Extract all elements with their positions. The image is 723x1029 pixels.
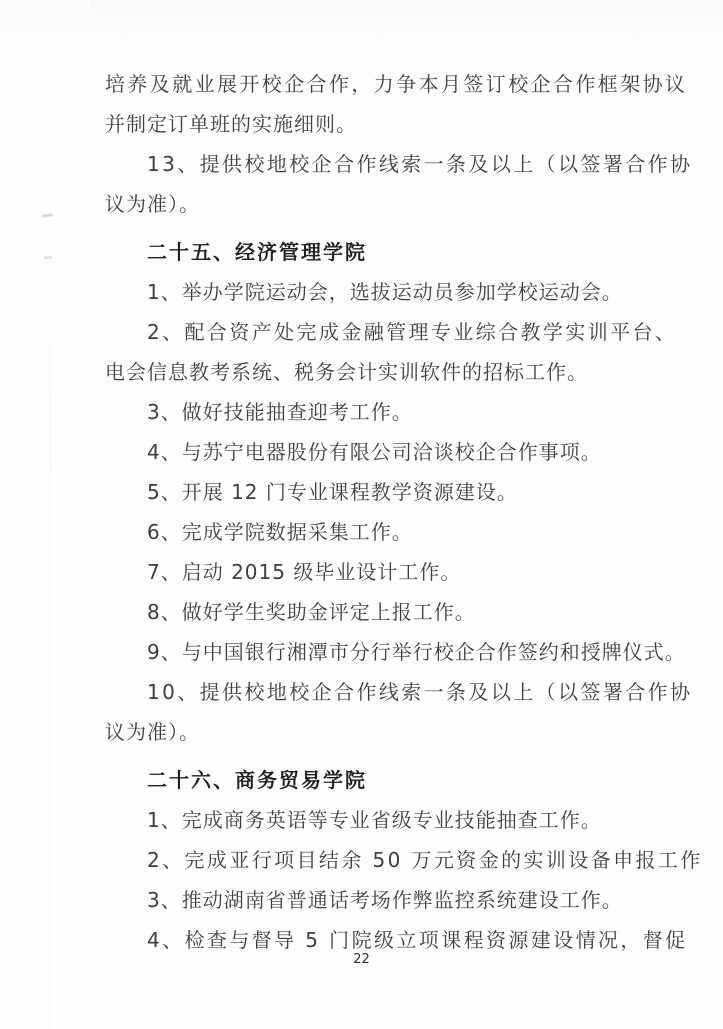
task-item-line: 6、完成学院数据采集工作。 <box>147 520 413 544</box>
paragraph-line: 议为准）。 <box>105 720 200 744</box>
task-item-line: 3、做好技能抽查迎考工作。 <box>147 400 413 424</box>
task-item-line: 1、举办学院运动会，选拔运动员参加学校运动会。 <box>147 280 623 304</box>
task-item-line: 2、完成亚行项目结余 50 万元资金的实训设备申报工作 <box>147 848 703 872</box>
task-item-line: 1、完成商务英语等专业省级专业技能抽查工作。 <box>147 808 602 832</box>
task-item-line: 7、启动 2015 级毕业设计工作。 <box>147 560 462 584</box>
task-item-line: 13、提供校地校企合作线索一条及以上（以签署合作协 <box>147 152 693 176</box>
page-number: 22 <box>353 952 370 967</box>
task-item-line: 2、配合资产处完成金融管理专业综合教学实训平台、 <box>147 320 678 344</box>
task-item-line: 3、推动湖南省普通话考场作弊监控系统建设工作。 <box>147 888 623 912</box>
section-heading-25: 二十五、经济管理学院 <box>147 240 367 264</box>
task-item-line: 9、与中国银行湘潭市分行举行校企合作签约和授牌仪式。 <box>147 640 686 664</box>
paragraph-line: 电会信息教考系统、税务会计实训软件的招标工作。 <box>105 360 588 384</box>
paragraph-line: 议为准）。 <box>105 192 200 216</box>
section-heading-26: 二十六、商务贸易学院 <box>147 768 367 792</box>
task-item-line: 8、做好学生奖助金评定上报工作。 <box>147 600 476 624</box>
task-item-line: 4、与苏宁电器股份有限公司洽谈校企合作事项。 <box>147 440 602 464</box>
task-item-line: 10、提供校地校企合作线索一条及以上（以签署合作协 <box>147 680 693 704</box>
task-item-line: 5、开展 12 门专业课程教学资源建设。 <box>147 480 518 504</box>
paragraph-line: 并制定订单班的实施细则。 <box>105 112 357 136</box>
paragraph-line: 培养及就业展开校企合作，力争本月签订校企合作框架协议 <box>105 72 688 96</box>
task-item-line: 4、检查与督导 5 门院级立项课程资源建设情况，督促 <box>147 928 688 952</box>
